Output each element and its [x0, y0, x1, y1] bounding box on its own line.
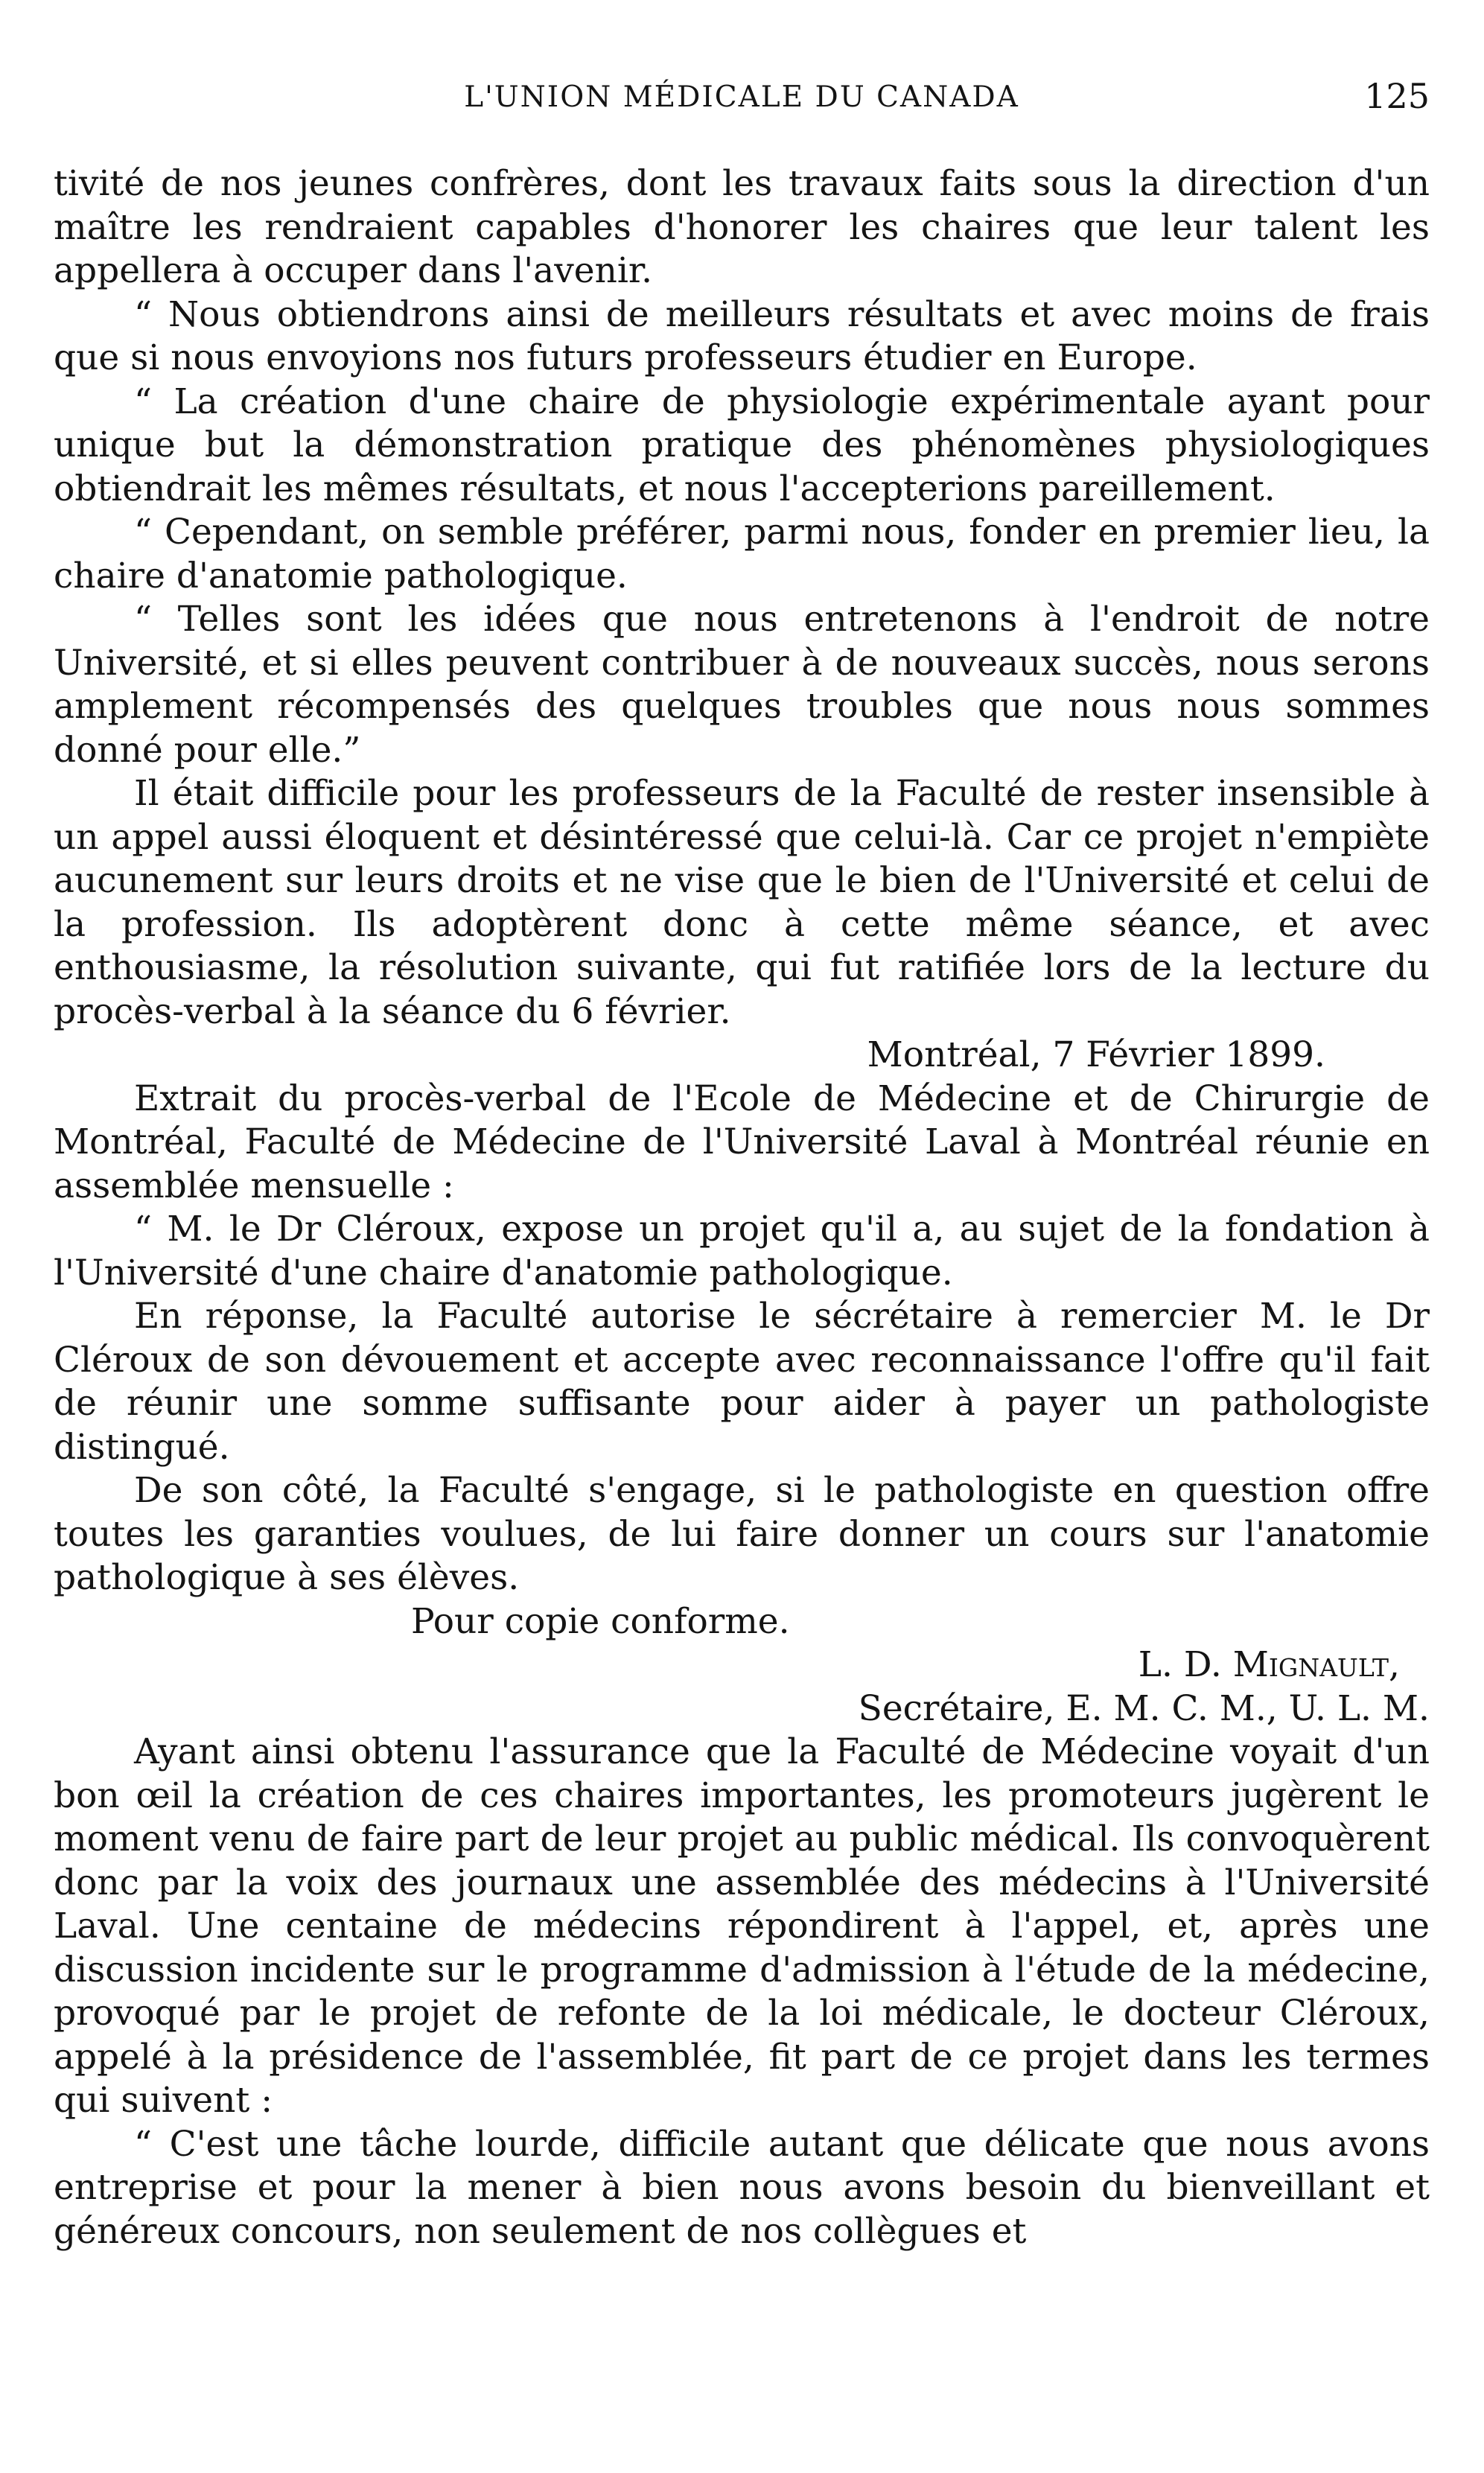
closing-paragraph: Ayant ainsi obtenu l'assurance que la Faculté de Médecine voyait d'un bon œil la création de ces chaires importantes, les promoteurs jugèrent le moment venu de faire part de leur projet au public médical. Ils convoquèrent donc par la voix des journaux une assemblée des médecins à l'Université Laval. Une centaine de médecins répondirent à l'appel, et, après une discussion incidente sur le programme d'admission à l'étude de la médecine, provoqué par le projet de refonte de la loi médicale, le docteur Cléroux, appelé à la présidence de l'assemblée, fit part de ce projet dans les termes qui suivent : — [54, 1731, 1430, 2121]
extract-motion: “ M. le Dr Cléroux, expose un projet qu'il a, au sujet de la fondation à l'Université d'une chaire d'anatomie pathologique. — [54, 1209, 1430, 1293]
narrative-paragraph: Il était difficile pour les professeurs de la Faculté de rester insensible à un appel aussi éloquent et désintéressé que celui-là. Car ce projet n'empiète aucunement sur leurs droits et ne vise que le bien de l'Université et celui de la profession. Ils adoptèrent donc à cette même séance, et avec enthousiasme, la résolution suivante, qui fut ratifiée lors de la lecture du procès-verbal à la séance du 6 février. — [54, 773, 1430, 1032]
quote-paragraph: “ La création d'une chaire de physiologie expérimentale ayant pour unique but la démonstration pratique des phénomènes physiologiques obtiendrait les mêmes résultats, et nous l'accepterions pareillement. — [54, 381, 1430, 509]
page-number: 125 — [1364, 76, 1430, 116]
running-title: L'UNION MÉDICALE DU CANADA — [464, 80, 1019, 114]
quote-paragraph: “ Cependant, on semble préférer, parmi nous, fonder en premier lieu, la chaire d'anatomie pathologique. — [54, 512, 1430, 596]
quote-paragraph: “ Telles sont les idées que nous entretenons à l'endroit de notre Université, et si elles peuvent contribuer à de nouveaux succès, nous serons amplement récompensés des quelques troubles que nous nous sommes donné pour elle.” — [54, 599, 1430, 771]
extract-engagement: De son côté, la Faculté s'engage, si le pathologiste en question offre toutes les garanties voulues, de lui faire donner un cours sur l'anatomie pathologique à ses élèves. — [54, 1470, 1430, 1598]
paragraph-continued: tivité de nos jeunes confrères, dont les travaux faits sous la direction d'un maître les rendraient capables d'honorer les chaires que leur talent les appellera à occuper dans l'avenir. — [54, 163, 1430, 291]
document-page — [54, 0, 1430, 2473]
extract-intro: Extrait du procès-verbal de l'Ecole de Médecine et de Chirurgie de Montréal, Faculté de Médecine de l'Université Laval à Montréal réunie en assemblée mensuelle : — [54, 1078, 1430, 1206]
copy-conform-line: Pour copie conforme. — [411, 1600, 790, 1642]
closing-quote-paragraph: “ C'est une tâche lourde, difficile autant que délicate que nous avons entreprise et pour la mener à bien nous avons besoin du bienveillant et généreux concours, non seulement de nos collègues et — [54, 2123, 1430, 2252]
quote-paragraph: “ Nous obtiendrons ainsi de meilleurs résultats et avec moins de frais que si nous envoyions nos futurs professeurs étudier en Europe. — [54, 293, 1430, 378]
extract-date: Montréal, 7 Février 1899. — [867, 1034, 1325, 1075]
signature-title: Secrétaire, E. M. C. M., U. L. M. — [858, 1687, 1430, 1729]
signature-name: L. D. Mignault, — [1138, 1644, 1400, 1685]
page-body — [54, 162, 1430, 2253]
extract-response: En réponse, la Faculté autorise le sécrétaire à remercier M. le Dr Cléroux de son dévouement et accepte avec reconnaissance l'offre qu'il fait de réunir une somme suffisante pour aider à payer un pathologiste distingué. — [54, 1296, 1430, 1468]
page-header — [54, 76, 1430, 125]
